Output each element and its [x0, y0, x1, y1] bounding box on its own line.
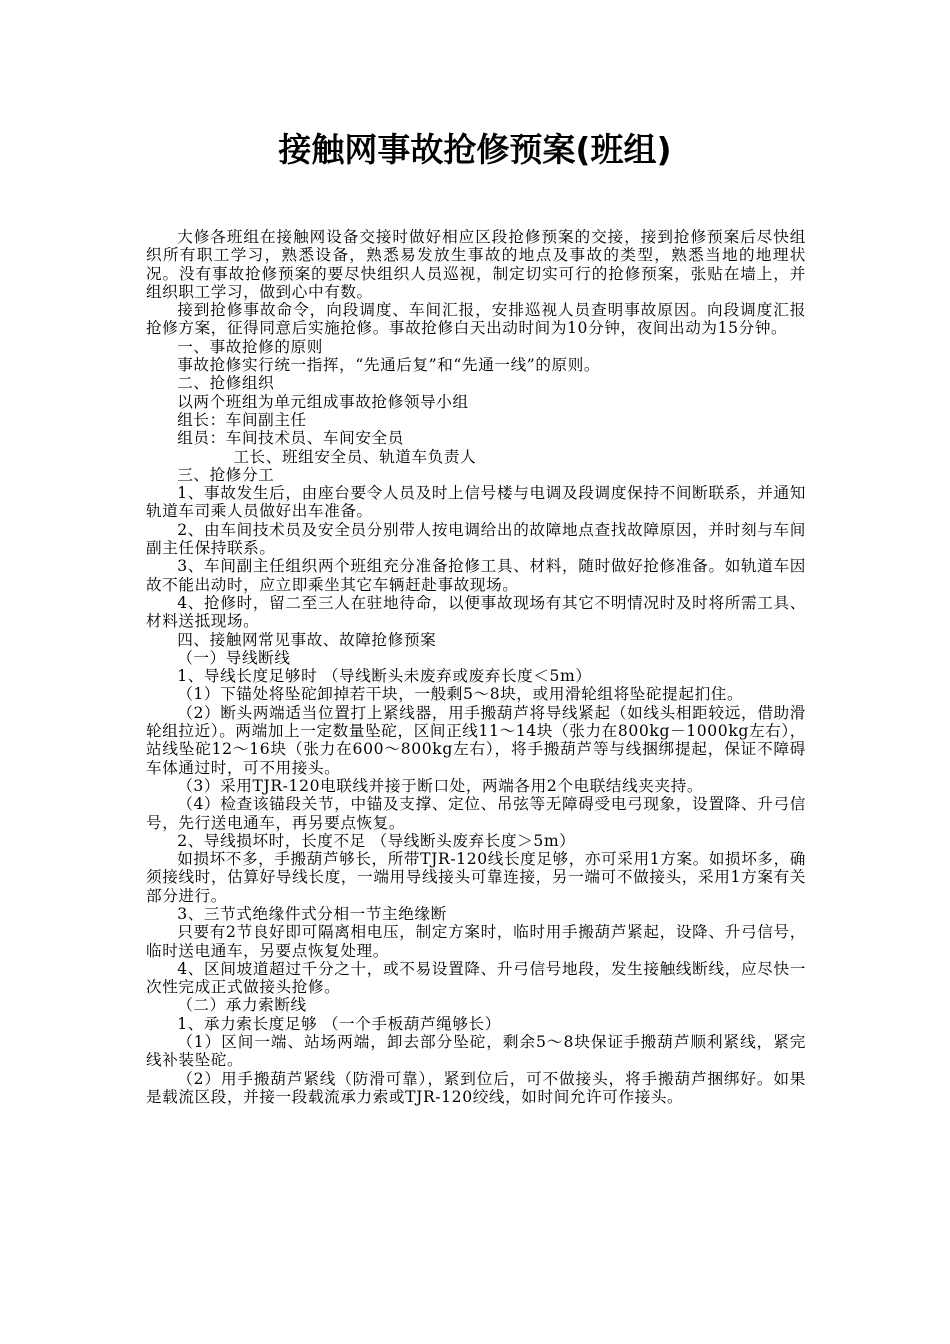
section-heading: 四、接触网常见事故、故障抢修预案	[177, 630, 437, 649]
section-heading: 三、抢修分工	[177, 465, 275, 484]
paragraph: 1、事故发生后，由座台要令人员及时上信号楼与电调及段调度保持不间断联系，并通知轨道车司乘人员做好出车准备。	[146, 484, 806, 521]
paragraph: 2、导线损坏时，长度不足 （导线断头废弃长度＞5m）	[177, 831, 576, 850]
paragraph: 4、抢修时，留二至三人在驻地待命，以便事故现场有其它不明情况时及时将所需工具、材料送抵现场。	[146, 593, 806, 631]
paragraph: 事故抢修实行统一指挥，“先通后复”和“先通一线”的原则。	[177, 356, 601, 375]
document-title: 接触网事故抢修预案(班组)	[278, 130, 672, 169]
document-body	[146, 228, 806, 1106]
section-heading: 二、抢修组织	[177, 374, 275, 393]
paragraph: 2、由车间技术员及安全员分别带人按电调给出的故障地点查找故障原因，并时刻与车间副主任保持联系。	[146, 520, 806, 558]
paragraph: （1）区间一端、站场两端，卸去部分坠砣，剩余5～8块保证手搬葫芦顺利紧线，紧完线补装坠砣。	[146, 1033, 806, 1070]
paragraph: （2）用手搬葫芦紧线（防滑可靠），紧到位后，可不做接头，将手搬葫芦捆绑好。如果是载流区段，并接一段载流承力索或TJR-120绞线，如时间允许可作接头。	[146, 1069, 806, 1106]
paragraph: （2）断头两端适当位置打上紧线器，用手搬葫芦将导线紧起（如线头相距较远，借助滑轮组拉近）。两端加上一定数量坠砣，区间正线11～14块（张力在800kg－1000kg左右），站线坠砣12～16块（张力在600～800kg左右），将手搬葫芦等与线捆绑提起，保证不障碍车体通过时，可不用接头。	[146, 703, 806, 777]
paragraph: （3）采用TJR-120电联线并接于断口处，两端各用2个电联结线夹夹持。	[177, 776, 704, 795]
paragraph: 3、三节式绝缘件式分相一节主绝缘断	[177, 904, 447, 923]
paragraph: 大修各班组在接触网设备交接时做好相应区段抢修预案的交接，接到抢修预案后尽快组织所有职工学习，熟悉设备，熟悉易发放生事故的地点及事故的类型，熟悉当地的地理状况。没有事故抢修预案的要尽快组织人员巡视，制定切实可行的抢修预案，张贴在墙上，并组织职工学习，做到心中有数。	[146, 228, 806, 301]
paragraph: 接到抢修事故命令，向段调度、车间汇报，安排巡视人员查明事故原因。向段调度汇报抢修方案，征得同意后实施抢修。事故抢修白天出动时间为10分钟，夜间出动为15分钟。	[146, 301, 806, 338]
paragraph: 3、车间副主任组织两个班组充分准备抢修工具、材料，随时做好抢修准备。如轨道车因故不能出动时，应立即乘坐其它车辆赶赴事故现场。	[146, 557, 806, 594]
paragraph: （4）检查该锚段关节，中锚及支撑、定位、吊弦等无障碍受电弓现象，设置降、升弓信号，先行送电通车，再另要点恢复。	[146, 795, 806, 832]
paragraph: （1）下锚处将坠砣卸掉若干块，一般剩5～8块，或用滑轮组将坠砣提起扪住。	[177, 685, 744, 704]
paragraph: 工长、班组安全员、轨道车负责人	[233, 447, 477, 466]
paragraph: 1、导线长度足够时 （导线断头未废弃或废弃长度＜5m）	[177, 667, 592, 686]
paragraph: 如损坏不多，手搬葫芦够长，所带TJR-120线长度足够，亦可采用1方案。如损坏多，确须接线时，估算好导线长度，一端用导线接头可靠连接，另一端可不做接头，采用1方案有关部分进行。	[146, 850, 806, 905]
subsection-heading: （一）导线断线	[177, 648, 291, 667]
paragraph: 只要有2节良好即可隔离相电压，制定方案时，临时用手搬葫芦紧起，设降、升弓信号，临时送电通车，另要点恢复处理。	[146, 923, 806, 960]
subsection-heading: （二）承力索断线	[177, 996, 307, 1015]
paragraph: 以两个班组为单元组成事故抢修领导小组	[177, 392, 469, 411]
section-heading: 一、事故抢修的原则	[177, 337, 323, 356]
paragraph: 组长：车间副主任	[177, 410, 307, 429]
paragraph: 1、承力索长度足够 （一个手板葫芦绳够长）	[177, 1014, 501, 1033]
paragraph: 组员：车间技术员、车间安全员	[177, 429, 404, 448]
paragraph: 4、区间坡道超过千分之十，或不易设置降、升弓信号地段，发生接触线断线，应尽快一次性完成正式做接头抢修。	[146, 959, 806, 997]
